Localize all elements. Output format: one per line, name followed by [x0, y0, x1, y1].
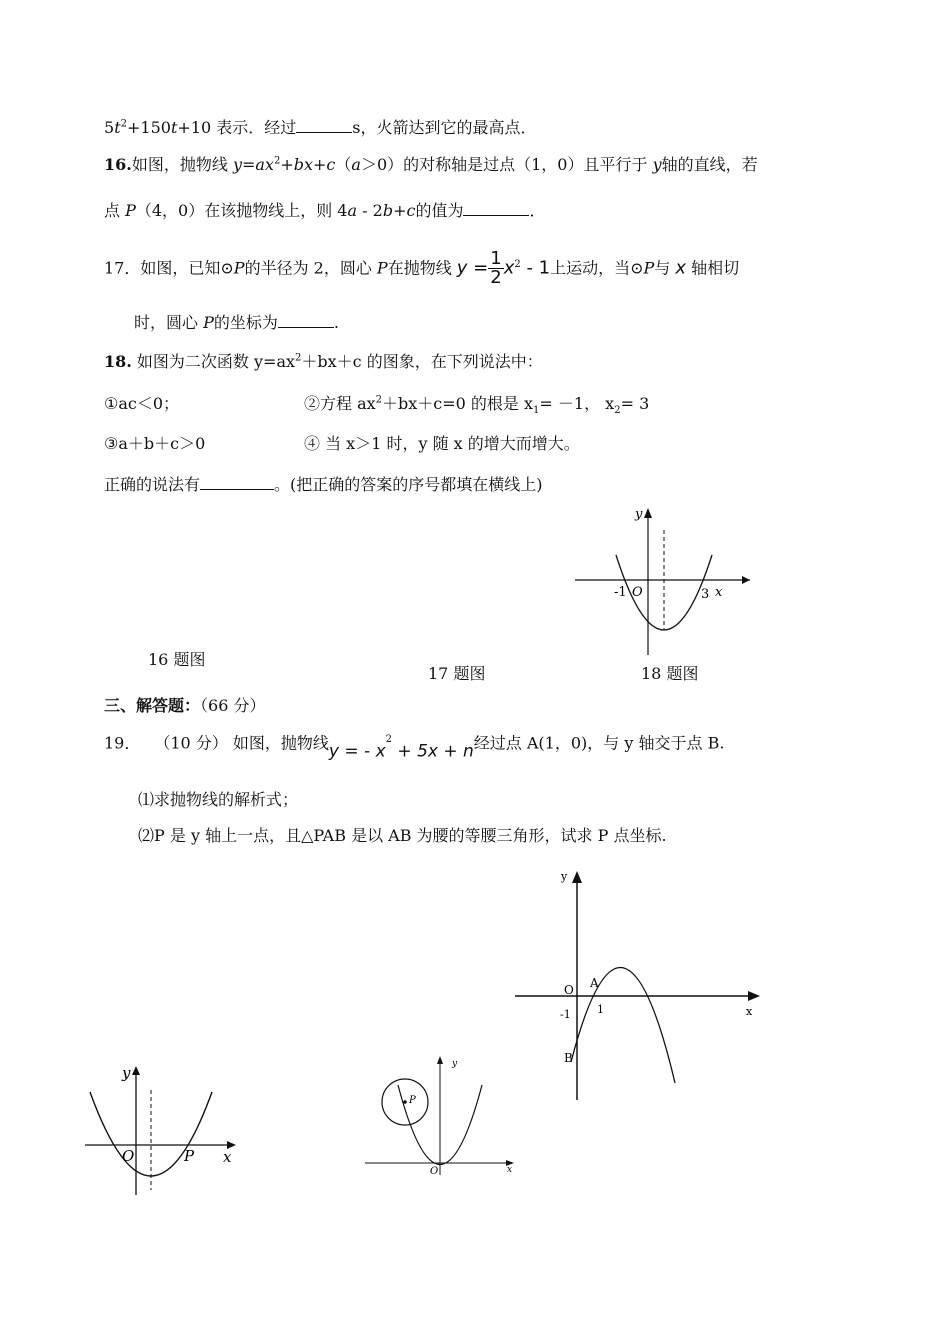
- figure-16-graph: [80, 1060, 250, 1200]
- fig18-x-arrow: [742, 576, 750, 584]
- q18-option-2: ②方程 $ax^2+bx+c=0$ 的根是 $x_1= -1$， $x_2= 3$: [304, 394, 650, 417]
- answer-blank-17[interactable]: [278, 313, 334, 328]
- q15-tail: $5t^2+150t+10$ 表示．经过 s，火箭达到它的最高点．: [104, 118, 537, 137]
- fig19-point-a: A: [590, 976, 599, 990]
- figure-17-graph: [360, 1050, 530, 1190]
- fig19-x-label: x: [746, 1005, 753, 1018]
- fig18-three: 3: [701, 587, 710, 602]
- fig18-origin: O: [632, 585, 643, 600]
- fig18-y-label: y: [635, 507, 643, 522]
- fig18-x-label: x: [715, 585, 723, 600]
- q19-part-1: ⑴求抛物线的解析式；: [138, 790, 299, 809]
- figure-19-graph: [510, 865, 770, 1105]
- fig19-origin: O: [564, 983, 574, 997]
- fig19-point-b: B: [564, 1051, 573, 1065]
- answer-blank-15[interactable]: [296, 118, 352, 133]
- fig17-point-p: P: [409, 1095, 416, 1106]
- fig18-minus-one: -1: [614, 585, 627, 600]
- question-16-line2: 点 P（4，0）在该抛物线上，则 4a - 2b+c的值为 ．: [104, 201, 546, 220]
- fig16-y-arrow: [132, 1066, 140, 1075]
- caption-16: 16 题图: [148, 650, 206, 669]
- answer-blank-18[interactable]: [200, 475, 274, 490]
- question-18-stem: 18. 如图为二次函数 $y=ax^2+bx+c$ 的图象，在下列说法中：: [104, 352, 543, 371]
- fig19-y-label: y: [561, 870, 568, 883]
- q18-option-4: ④ 当 x＞1 时，y 随 x 的增大而增大。: [304, 434, 580, 453]
- question-17-line1: 17．如图，已知⊙P的半径为 2，圆心 P在抛物线 y = $\frac{1}{2}$ $x^2 - 1$上运动，当⊙P与 x 轴相切: [104, 248, 740, 289]
- fig16-x-label: x: [223, 1148, 232, 1166]
- fig17-y-label: y: [452, 1059, 458, 1069]
- q18-option-3: ③a＋b＋c＞0: [104, 434, 206, 453]
- figure-18-graph: [570, 500, 770, 660]
- fig16-y-label: y: [122, 1064, 131, 1082]
- question-19-stem: 19． （10 分） 如图，抛物线y = - $x^2 + 5x + n$经过点 A(1，0)，与 y 轴交于点 B.: [104, 733, 725, 762]
- section-3-heading: 三、解答题：（66 分）: [104, 696, 266, 715]
- q18-answer-line: 正确的说法有 。(把正确的答案的序号都填在横线上): [104, 475, 543, 494]
- q18-option-1: ①ac＜0；: [104, 394, 180, 413]
- answer-blank-16[interactable]: [463, 201, 529, 216]
- fig19-parabola: [571, 967, 675, 1083]
- fig19-x-arrow: [748, 991, 760, 1001]
- question-16-line1: 16.如图，抛物线 $y=ax^2+bx+c(a>0)$的对称轴是过点（1，0）且平行于 y轴的直线，若: [104, 155, 758, 174]
- fig19-y-arrow: [572, 871, 582, 883]
- question-17-line2: 时，圆心 P的坐标为 .: [134, 313, 339, 332]
- fig19-one: 1: [597, 1003, 604, 1016]
- fig17-y-arrow: [437, 1056, 443, 1064]
- fig17-origin: O: [430, 1166, 439, 1177]
- fig17-center-dot: [403, 1100, 407, 1104]
- caption-18: 18 题图: [641, 664, 699, 683]
- fraction-one-half: $\frac{1}{2}$: [490, 248, 502, 289]
- fig17-x-label: x: [507, 1165, 513, 1175]
- fig19-minus-one: -1: [560, 1008, 571, 1021]
- q19-part-2: ⑵P 是 y 轴上一点，且△PAB 是以 AB 为腰的等腰三角形，试求 P 点坐标.: [138, 826, 667, 845]
- fig16-origin: O: [122, 1147, 135, 1165]
- fig18-y-arrow: [644, 508, 652, 518]
- fig16-point-p: P: [184, 1147, 195, 1165]
- caption-17: 17 题图: [428, 664, 486, 683]
